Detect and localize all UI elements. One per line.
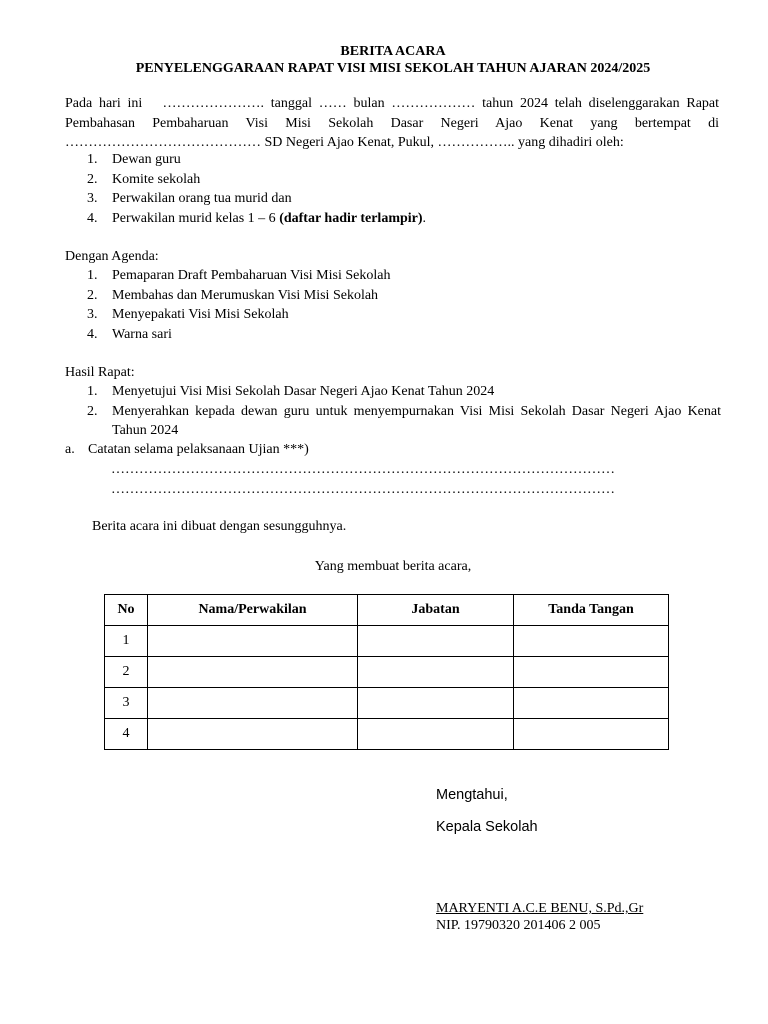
document-header <box>0 43 768 77</box>
list-number: 1. <box>87 268 98 283</box>
list-item-text: Menyetujui Visi Misi Sekolah Dasar Negeri Ajao Kenat Tahun 2024 <box>112 384 495 399</box>
intro-text-4: tahun 2024 telah diselenggarakan Rapat Pembahasan Pembaharuan Visi Misi Sekolah Dasar Negeri Ajao Kenat yang bertempat di <box>65 96 720 131</box>
list-item-text: Dewan guru <box>112 152 181 167</box>
signature-cell <box>514 688 669 719</box>
document-subtitle: PENYELENGGARAAN RAPAT VISI MISI SEKOLAH TAHUN AJARAN 2024/2025 <box>135 61 651 76</box>
blank-place: …………………………………… <box>65 135 261 150</box>
blank-month: ……………… <box>391 96 476 111</box>
attachment-note: (daftar hadir terlampir) <box>279 210 423 226</box>
list-item <box>87 266 721 286</box>
row-number: 4 <box>105 719 148 750</box>
list-item <box>87 286 721 306</box>
principal-nip: NIP. 19790320 201406 2 005 <box>436 918 601 933</box>
blank-time: …………….. <box>437 135 515 150</box>
list-item-text: Komite sekolah <box>112 171 201 187</box>
attendance-table <box>104 594 669 750</box>
list-item <box>87 170 721 190</box>
list-number: 2. <box>87 403 98 419</box>
results-list <box>87 382 721 441</box>
intro-text-6: yang dihadiri oleh: <box>518 135 624 150</box>
principal-name: MARYENTI A.C.E BENU, S.Pd.,Gr <box>436 901 644 916</box>
list-item-text: Pemaparan Draft Pembaharuan Visi Misi Sekolah <box>112 268 391 283</box>
list-number: 1. <box>87 152 98 167</box>
notes-letter: a. <box>65 442 75 457</box>
list-number: 1. <box>87 384 98 399</box>
acknowledgement-label: Mengtahui, <box>436 787 508 803</box>
intro-text-5: SD Negeri Ajao Kenat, Pukul, <box>264 135 435 150</box>
position-cell <box>358 688 514 719</box>
list-item-text: Menyerahkan kepada dewan guru untuk menyempurnakan Visi Misi Sekolah Dasar Negeri Ajao Kenat Tahun 2024 <box>112 403 721 438</box>
position-cell <box>358 719 514 750</box>
blank-date: …… <box>318 96 347 111</box>
column-header-signature: Tanda Tangan <box>514 595 669 626</box>
list-item-tail: . <box>422 210 427 226</box>
signature-cell <box>514 719 669 750</box>
table-row <box>105 626 669 657</box>
list-number: 2. <box>87 171 98 187</box>
column-header-no: No <box>105 595 148 626</box>
document-title: BERITA ACARA <box>340 44 446 59</box>
column-header-position: Jabatan <box>358 595 514 626</box>
intro-paragraph <box>65 94 719 153</box>
intro-text-3: bulan <box>353 96 385 111</box>
position-cell <box>358 657 514 688</box>
signature-cell <box>514 657 669 688</box>
table-row <box>105 688 669 719</box>
table-row <box>105 719 669 750</box>
list-item <box>87 325 721 345</box>
agenda-list <box>87 266 721 344</box>
principal-role: Kepala Sekolah <box>436 819 538 835</box>
list-number: 4. <box>87 210 98 226</box>
list-item <box>87 189 721 209</box>
row-number: 2 <box>105 657 148 688</box>
list-number: 3. <box>87 307 98 322</box>
list-item <box>87 382 721 402</box>
notes-label: Catatan selama pelaksanaan Ujian ***) <box>88 442 309 457</box>
blank-day: …………………. <box>162 96 265 111</box>
name-cell <box>148 719 358 750</box>
position-cell <box>358 626 514 657</box>
name-cell <box>148 688 358 719</box>
list-item-text: Membahas dan Merumuskan Visi Misi Sekolah <box>112 287 379 303</box>
list-number: 4. <box>87 326 98 342</box>
list-item <box>87 305 721 325</box>
signature-cell <box>514 626 669 657</box>
list-number: 2. <box>87 287 98 303</box>
list-item-text: Menyepakati Visi Misi Sekolah <box>112 307 289 322</box>
intro-text-2: tanggal <box>270 96 312 111</box>
list-item-text: Warna sari <box>112 326 172 342</box>
list-number: 3. <box>87 191 98 206</box>
list-item-text: Perwakilan orang tua murid dan <box>112 191 292 206</box>
maker-statement: Yang membuat berita acara, <box>314 559 472 574</box>
results-heading: Hasil Rapat: <box>65 365 135 380</box>
table-row <box>105 657 669 688</box>
row-number: 3 <box>105 688 148 719</box>
closing-statement: Berita acara ini dibuat dengan sesungguhnya. <box>92 519 347 534</box>
column-header-name: Nama/Perwakilan <box>148 595 358 626</box>
list-item <box>87 402 721 441</box>
agenda-heading: Dengan Agenda: <box>65 249 159 264</box>
list-item-text: Perwakilan murid kelas 1 – 6 <box>112 210 276 226</box>
row-number: 1 <box>105 626 148 657</box>
list-item <box>87 209 721 229</box>
name-cell <box>148 657 358 688</box>
notes-blank-line-2: ……………………………………………………………………………………………… <box>111 482 615 497</box>
table-header-row <box>105 595 669 626</box>
attendee-list <box>87 150 721 228</box>
name-cell <box>148 626 358 657</box>
list-item <box>87 150 721 170</box>
intro-text-1: Pada hari ini <box>65 96 143 111</box>
notes-blank-line-1: ……………………………………………………………………………………………… <box>111 462 615 477</box>
